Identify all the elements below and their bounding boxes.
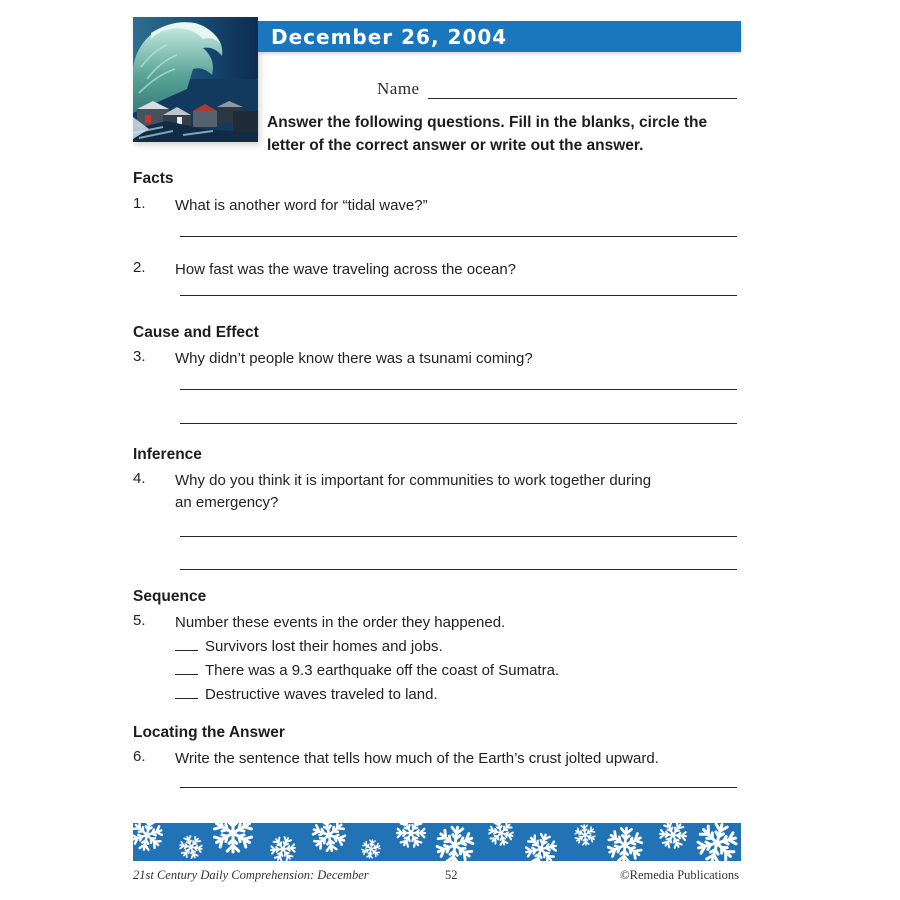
tsunami-photo-illustration (133, 17, 258, 142)
answer-line-q3b (180, 423, 737, 424)
section-heading-sequence: Sequence (133, 588, 207, 605)
question-1-number: 1. (133, 195, 146, 212)
date-title: December 26, 2004 (271, 24, 508, 49)
section-heading-locating: Locating the Answer (133, 724, 285, 741)
sequence-item-3-text: Destructive waves traveled to land. (205, 686, 438, 703)
sequence-item-1-text: Survivors lost their homes and jobs. (205, 638, 443, 655)
question-3-text: Why didn’t people know there was a tsunami coming? (175, 350, 533, 367)
name-blank-line (428, 78, 737, 99)
snowflake-band-illustration (133, 823, 741, 861)
sequence-items (175, 635, 559, 707)
sequence-item-1 (175, 635, 559, 659)
footer-book-title: 21st Century Daily Comprehension: December (133, 868, 369, 882)
section-heading-cause-effect: Cause and Effect (133, 324, 259, 341)
sequence-item-3 (175, 683, 559, 707)
sequence-item-2-text: There was a 9.3 earthquake off the coast of Sumatra. (205, 662, 560, 679)
question-4-text-line1: Why do you think it is important for communities to work together during (175, 472, 652, 489)
question-2-text: How fast was the wave traveling across the ocean? (175, 261, 517, 278)
question-5-text: Number these events in the order they happened. (175, 614, 506, 631)
tsunami-photo (133, 17, 258, 142)
instructions-line2: letter of the correct answer or write out the answer. (267, 137, 644, 154)
answer-line-q2 (180, 295, 737, 296)
footer-page-number: 52 (445, 868, 458, 882)
sequence-blank-1 (175, 637, 198, 651)
section-heading-inference: Inference (133, 446, 202, 463)
name-label: Name (377, 79, 420, 98)
worksheet-page (133, 0, 741, 900)
snowflake-border-band (133, 823, 741, 861)
name-row (377, 78, 737, 99)
sequence-item-2 (175, 659, 559, 683)
question-5-number: 5. (133, 612, 146, 629)
answer-line-q4b (180, 569, 737, 570)
section-heading-facts: Facts (133, 170, 174, 187)
footer-publisher: ©Remedia Publications (620, 868, 739, 882)
sequence-blank-2 (175, 661, 198, 675)
answer-line-q6 (180, 787, 737, 788)
instructions (267, 111, 753, 157)
question-2-number: 2. (133, 259, 146, 276)
answer-line-q3a (180, 389, 737, 390)
question-4-number: 4. (133, 470, 146, 487)
question-1-text: What is another word for “tidal wave?” (175, 197, 428, 214)
answer-line-q1 (180, 236, 737, 237)
question-6-number: 6. (133, 748, 146, 765)
page-footer (133, 868, 741, 888)
sequence-blank-3 (175, 685, 198, 699)
instructions-line1: Answer the following questions. Fill in the blanks, circle the (267, 114, 708, 131)
answer-line-q4a (180, 536, 737, 537)
question-3-number: 3. (133, 348, 146, 365)
question-4-text-line2: an emergency? (175, 494, 279, 511)
date-header-bar (258, 21, 741, 52)
question-6-text: Write the sentence that tells how much of the Earth’s crust jolted upward. (175, 750, 659, 767)
question-4-text (175, 470, 651, 514)
